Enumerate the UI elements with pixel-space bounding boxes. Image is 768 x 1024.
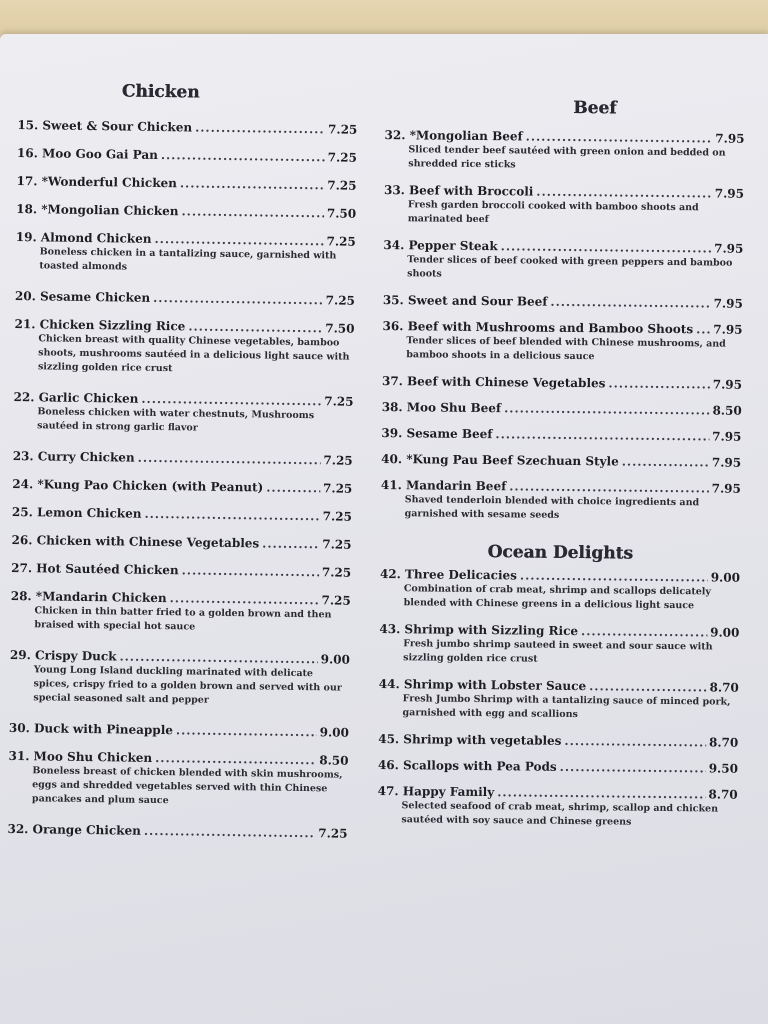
- menu-item-name: 15. Sweet & Sour Chicken: [17, 117, 193, 135]
- menu-item-name: 47. Happy Family: [377, 783, 495, 800]
- menu-item: [383, 293, 743, 311]
- menu-item: [13, 449, 353, 468]
- dot-leader: [176, 723, 317, 739]
- menu-item-name: 22. Garlic Chicken: [13, 389, 139, 406]
- menu-item-name: 43. Shrimp with Sizzling Rice: [379, 621, 579, 639]
- menu-item-price: 7.95: [711, 455, 742, 470]
- beef-seafood-column: [377, 96, 745, 843]
- dot-leader: [536, 185, 712, 201]
- menu-item-description: Boneless chicken with water chestnuts, Mushrooms sautéed in strong garlic flavor: [37, 406, 315, 434]
- dot-leader: [550, 295, 710, 311]
- menu-item-line: [11, 561, 351, 580]
- menu-item: [382, 374, 742, 392]
- menu-item-name: 41. Mandarin Beef: [380, 477, 507, 494]
- menu-item: [10, 589, 351, 637]
- menu-item-description: Selected seafood of crab meat, shrimp, scallop and chicken sautéed with soy sauce and Chinese greens: [401, 800, 719, 828]
- dot-leader: [188, 319, 322, 335]
- menu-item: [378, 677, 738, 724]
- dot-leader: [501, 239, 712, 255]
- dot-leader: [144, 824, 316, 840]
- menu-item-description: Chicken in thin batter fried to a golden brown and then braised with special hot sauce: [34, 605, 332, 633]
- menu-item-name: 21. Chicken Sizzling Rice: [14, 316, 186, 334]
- menu-item-line: [382, 374, 742, 392]
- menu-item-line: [381, 426, 741, 444]
- menu-item-price: 8.70: [708, 735, 739, 750]
- menu-item: [16, 174, 356, 193]
- menu-item-line: [12, 477, 352, 496]
- menu-item-description: Tender slices of beef cooked with green peppers and bamboo shoots: [407, 254, 733, 280]
- menu-item-price: 8.50: [319, 753, 349, 768]
- menu-item-name: 27. Hot Sautéed Chicken: [11, 560, 179, 578]
- menu-item: [378, 758, 738, 776]
- menu-item-line: [17, 118, 357, 137]
- dot-leader: [138, 451, 321, 468]
- menu-item-name: 30. Duck with Pineapple: [8, 720, 174, 738]
- section-title-beef: Beef: [573, 97, 617, 119]
- menu-item-name: 31. Moo Shu Chicken: [8, 748, 153, 765]
- menu-item-description: Sliced tender beef sautéed with green onion and bedded on shredded rice sticks: [408, 144, 726, 171]
- dot-leader: [497, 785, 705, 801]
- menu-item: [7, 822, 347, 841]
- menu-item-name: 17. *Wonderful Chicken: [16, 173, 178, 191]
- menu-item-description: Chicken breast with quality Chinese vegetables, bamboo shoots, mushrooms sautéed in a delicious light sauce with sizzling golden rice crust: [37, 333, 350, 375]
- menu-item-name: 42. Three Delicacies: [379, 566, 518, 583]
- menu-item-line: [17, 146, 357, 165]
- ocean-list: [377, 567, 740, 831]
- menu-item-line: [382, 400, 742, 418]
- menu-item-price: 7.25: [323, 453, 353, 468]
- menu-item-description: Boneless chicken in a tantalizing sauce, garnished with toasted almonds: [39, 246, 337, 273]
- menu-item-price: 7.95: [713, 296, 743, 311]
- dot-leader: [564, 734, 706, 749]
- menu-item: [13, 390, 354, 438]
- menu-item-line: [11, 533, 351, 552]
- menu-item-name: 33. Beef with Broccoli: [383, 182, 534, 199]
- menu-item-line: [381, 452, 741, 470]
- menu-item-name: 18. *Mongolian Chicken: [16, 201, 179, 219]
- menu-item: [382, 400, 742, 418]
- menu-item: [381, 478, 741, 525]
- dot-leader: [182, 563, 319, 579]
- dot-leader: [195, 120, 325, 136]
- menu-item-price: 7.25: [321, 565, 352, 580]
- menu-item-name: 44. Shrimp with Lobster Sauce: [378, 676, 587, 694]
- menu-item-price: 7.95: [713, 322, 743, 337]
- menu-item-price: 7.50: [326, 206, 357, 221]
- menu-item-name: 45. Shrimp with vegetables: [378, 731, 562, 748]
- menu-item-price: 7.25: [322, 509, 353, 524]
- menu-item-price: 7.95: [712, 429, 742, 444]
- menu-item: [11, 561, 351, 580]
- menu-item-name: 26. Chicken with Chinese Vegetables: [11, 532, 260, 551]
- dot-leader: [696, 322, 710, 336]
- menu-item-name: 36. Beef with Mushrooms and Bamboo Shoots: [382, 318, 694, 337]
- menu-item-price: 7.25: [327, 150, 358, 165]
- dot-leader: [504, 401, 710, 417]
- menu-item-price: 7.25: [326, 234, 356, 249]
- menu-item-name: 20. Sesame Chicken: [14, 288, 151, 305]
- dot-leader: [262, 536, 319, 551]
- menu-item-name: 23. Curry Chicken: [12, 448, 135, 465]
- menu-item-description: Combination of crab meat, shrimp and scallops delicately blended with Chinese greens in a delicious light sauce: [403, 583, 712, 612]
- menu-item-name: 25. Lemon Chicken: [11, 504, 142, 521]
- menu-item-line: [12, 505, 352, 524]
- menu-item-name: 38. Moo Shu Beef: [381, 399, 502, 416]
- menu-item-name: 37. Beef with Chinese Vegetables: [381, 373, 606, 391]
- menu-item-description: Fresh Jumbo Shrimp with a tantalizing sauce of minced pork, garnished with egg and scallions: [402, 693, 731, 721]
- dot-leader: [153, 291, 323, 307]
- menu-item-price: 9.00: [320, 652, 351, 667]
- menu-item: [11, 533, 351, 552]
- dot-leader: [141, 392, 321, 409]
- menu-item-line: [16, 202, 356, 221]
- menu-item-price: 7.25: [322, 481, 353, 496]
- dot-leader: [266, 481, 320, 496]
- menu-item-price: 8.50: [712, 403, 742, 418]
- menu-item: [384, 128, 744, 175]
- menu-item-description: Boneless breast of chicken blended with skin mushrooms, eggs and shredded vegetables served with thin Chinese pancakes and plum sauce: [31, 765, 343, 807]
- menu-item: [12, 477, 352, 496]
- beef-list: [381, 128, 745, 525]
- menu-item-name: 39. Sesame Beef: [381, 425, 493, 442]
- menu-item-name: 19. Almond Chicken: [15, 229, 152, 246]
- menu-item-description: Fresh jumbo shrimp sauteed in sweet and sour sauce with sizzling golden rice crust: [403, 638, 713, 665]
- menu-item-line: [383, 293, 743, 311]
- dot-leader: [180, 176, 325, 192]
- menu-item: [382, 319, 742, 366]
- dot-leader: [170, 591, 319, 607]
- menu-item: [380, 567, 740, 614]
- menu-item-price: 7.25: [321, 593, 351, 608]
- dot-leader: [495, 427, 709, 443]
- menu-item-description: Shaved tenderloin blended with choice ingredients and garnished with sesame seeds: [404, 494, 700, 521]
- menu-item-price: 9.00: [319, 725, 350, 740]
- menu-item-price: 9.50: [708, 761, 739, 776]
- menu-item: [9, 648, 350, 710]
- dot-leader: [144, 507, 319, 523]
- menu-item-price: 7.25: [324, 394, 354, 409]
- menu-item-name: 32. *Mongolian Beef: [384, 127, 523, 144]
- menu-item: [15, 289, 355, 308]
- chicken-column: [7, 80, 358, 855]
- menu-item: [379, 622, 739, 669]
- menu-item: [16, 202, 356, 221]
- menu-item-line: [15, 289, 355, 308]
- menu-item: [384, 183, 744, 230]
- dot-leader: [181, 204, 324, 220]
- menu-item: [17, 146, 357, 165]
- dot-leader: [608, 376, 709, 391]
- menu-item: [377, 784, 737, 831]
- menu-item-price: 7.95: [715, 131, 745, 146]
- menu-item-price: 7.25: [325, 293, 356, 308]
- dot-leader: [119, 649, 317, 666]
- menu-item: [15, 230, 356, 278]
- menu-item-price: 8.70: [709, 680, 739, 695]
- menu-item-name: 32. Orange Chicken: [7, 821, 141, 838]
- dot-leader: [560, 760, 706, 776]
- menu-item-line: [16, 174, 356, 193]
- menu-item: [8, 749, 349, 811]
- dot-leader: [509, 479, 709, 495]
- menu-item-price: 8.70: [708, 787, 738, 802]
- chicken-list: [7, 118, 357, 841]
- menu-item: [383, 238, 743, 285]
- menu-item-price: 7.95: [714, 241, 744, 256]
- dot-leader: [520, 568, 708, 584]
- menu-item-price: 7.25: [318, 826, 348, 841]
- menu-item-name: 28. *Mandarin Chicken: [10, 588, 167, 606]
- menu-item-description: Tender slices of beef blended with Chinese mushrooms, and bamboo shoots in a delicious sauce: [406, 335, 726, 363]
- menu-item-line: [378, 732, 738, 750]
- menu-item-price: 9.00: [710, 625, 740, 640]
- menu-item: [378, 732, 738, 750]
- menu-item-name: 34. Pepper Steak: [383, 237, 498, 254]
- menu-item: [12, 505, 352, 524]
- menu-item-price: 7.95: [711, 481, 741, 496]
- menu-item-line: [13, 449, 353, 468]
- menu-item-description: Young Long Island duckling marinated with delicate spices, crispy fried to a golden brown and served with our special seasoned salt and pepper: [33, 664, 342, 706]
- menu-item-name: 35. Sweet and Sour Beef: [382, 292, 548, 309]
- dot-leader: [161, 148, 325, 164]
- menu-item: [9, 721, 349, 740]
- menu-item-line: [9, 721, 349, 740]
- dot-leader: [581, 624, 707, 639]
- menu-item-line: [7, 822, 347, 841]
- menu-item: [381, 452, 741, 470]
- menu-item-price: 7.95: [712, 377, 743, 392]
- menu-item-price: 7.25: [327, 178, 357, 193]
- menu-item-name: 40. *Kung Pau Beef Szechuan Style: [381, 451, 619, 469]
- menu-item-price: 7.50: [325, 321, 355, 336]
- menu-item-price: 9.00: [710, 570, 741, 585]
- dot-leader: [154, 232, 323, 248]
- dot-leader: [622, 454, 709, 469]
- section-title-ocean-delights: Ocean Delights: [487, 542, 634, 564]
- menu-item-name: 29. Crispy Duck: [9, 647, 117, 664]
- dot-leader: [526, 129, 713, 145]
- menu-item-name: 16. Moo Goo Gai Pan: [16, 145, 158, 162]
- menu-item-price: 7.25: [322, 537, 352, 552]
- menu-item-price: 7.95: [714, 186, 745, 201]
- menu-item: [17, 118, 357, 137]
- menu-item-price: 7.25: [328, 122, 358, 137]
- menu-item-name: 46. Scallops with Pea Pods: [377, 757, 557, 774]
- section-title-chicken: Chicken: [121, 81, 200, 103]
- dot-leader: [155, 751, 316, 767]
- menu-item-name: 24. *Kung Pao Chicken (with Peanut): [12, 476, 264, 495]
- dot-leader: [589, 679, 707, 694]
- menu-item-description: Fresh garden broccoli cooked with bamboo shoots and marinated beef: [407, 199, 699, 226]
- menu-item: [381, 426, 741, 444]
- menu-item: [14, 317, 355, 379]
- menu-item-line: [378, 758, 738, 776]
